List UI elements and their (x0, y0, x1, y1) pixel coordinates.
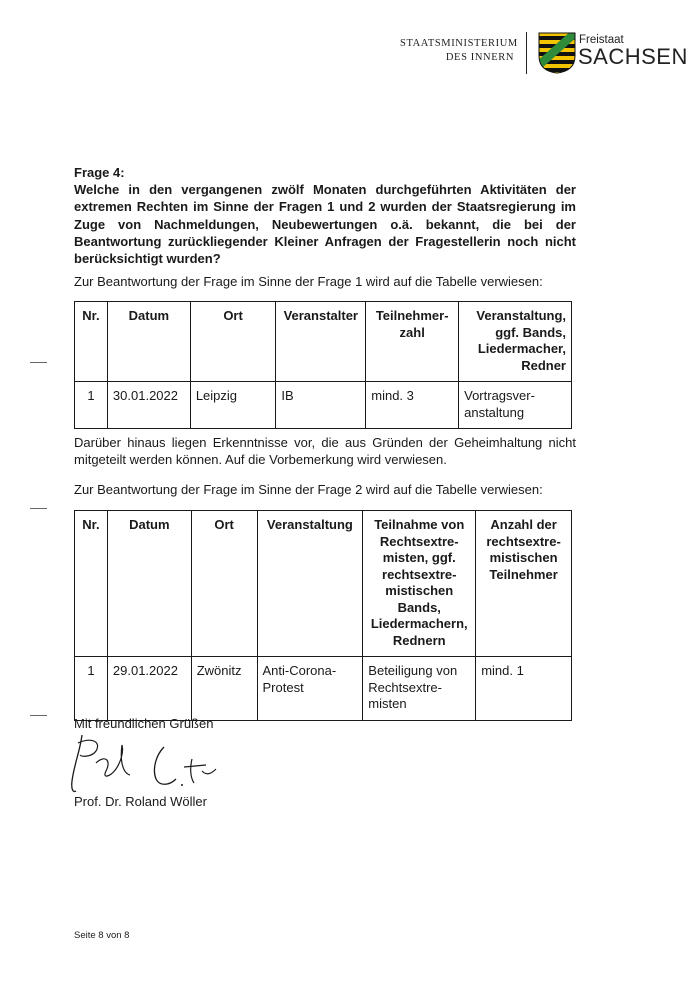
question-text: Welche in den vergangenen zwölf Monaten durchgeführten Aktivitäten der extremen Rechten im Sinne der Fragen 1 und 2 wurden der Staatsregierung im Zuge von Nachmeldungen, Neubewertungen o.ä. bekannt, die bei der Beantwortung zurückliegender Kleiner Anfragen der Fragestellerin noch nicht berücksichtigt wurden? (74, 182, 576, 267)
table-1-cell-nr: 1 (75, 382, 108, 429)
table-2-cell-nr: 1 (75, 657, 108, 721)
signer-name: Prof. Dr. Roland Wöller (74, 794, 207, 809)
table-1-cell-veranstaltung: Vortragsver- anstaltung (459, 382, 572, 429)
table-2-header-ort: Ort (191, 511, 257, 657)
closing-greeting: Mit freundlichen Grüßen (74, 716, 214, 731)
question-label: Frage 4: (74, 165, 125, 180)
secrecy-note: Darüber hinaus liegen Erkenntnisse vor, die aus Gründen der Geheimhaltung nicht mitgeteilt werden können. Auf die Vorbemerkung wird verwiesen. (74, 435, 576, 468)
table-1-header-ort: Ort (190, 302, 276, 382)
state-label-big: SACHSEN (578, 44, 688, 69)
table-1-cell-teilnehmerzahl: mind. 3 (366, 382, 459, 429)
table-2-header-teilnahme: Teilnahme von Rechtsextre- misten, ggf. rechtsextre- mistischen Bands, Liedermachern, Rednern (363, 511, 476, 657)
intro-table-2: Zur Beantwortung der Frage im Sinne der Frage 2 wird auf die Tabelle verwiesen: (74, 482, 543, 497)
table-row (75, 382, 572, 429)
saxony-coat-of-arms-icon (538, 32, 576, 74)
table-2-header-veranstaltung: Veranstaltung (257, 511, 363, 657)
table-1-cell-ort: Leipzig (190, 382, 276, 429)
table-1-cell-veranstalter: IB (276, 382, 366, 429)
table-2-cell-anzahl: mind. 1 (476, 657, 572, 721)
table-2-cell-veranstaltung: Anti-Corona- Protest (257, 657, 363, 721)
table-1-header-nr: Nr. (75, 302, 108, 382)
table-row (75, 657, 572, 721)
table-2-cell-ort: Zwönitz (191, 657, 257, 721)
table-2-header-anzahl: Anzahl der rechtsextre- mistischen Teilnehmer (476, 511, 572, 657)
table-2-cell-datum: 29.01.2022 (107, 657, 191, 721)
intro-table-1: Zur Beantwortung der Frage im Sinne der Frage 1 wird auf die Tabelle verwiesen: (74, 274, 543, 289)
state-label-small: Freistaat (579, 34, 624, 46)
page-number: Seite 8 von 8 (74, 930, 130, 941)
table-1-cell-datum: 30.01.2022 (107, 382, 190, 429)
ministry-line-1: STAATSMINISTERIUM (400, 38, 518, 49)
ministry-line-2: DES INNERN (445, 52, 514, 63)
question-block (74, 164, 576, 267)
ministry-name (400, 37, 518, 65)
signature (60, 733, 230, 795)
table-1-header-teilnehmerzahl: Teilnehmer- zahl (366, 302, 459, 382)
table-2-header-nr: Nr. (75, 511, 108, 657)
table-1-header-veranstalter: Veranstalter (276, 302, 366, 382)
table-2-header-row (75, 511, 572, 657)
header-divider (526, 32, 527, 74)
table-1-header-row (75, 302, 572, 382)
fold-mark (30, 362, 47, 363)
table-1-header-veranstaltung: Veranstaltung, ggf. Bands, Liedermacher, Redner (459, 302, 572, 382)
table-1 (74, 301, 572, 429)
table-1-header-datum: Datum (107, 302, 190, 382)
table-2 (74, 510, 572, 721)
fold-mark (30, 715, 47, 716)
table-2-cell-teilnahme: Beteiligung von Rechtsextre- misten (363, 657, 476, 721)
fold-mark (30, 508, 47, 509)
table-2-header-datum: Datum (107, 511, 191, 657)
